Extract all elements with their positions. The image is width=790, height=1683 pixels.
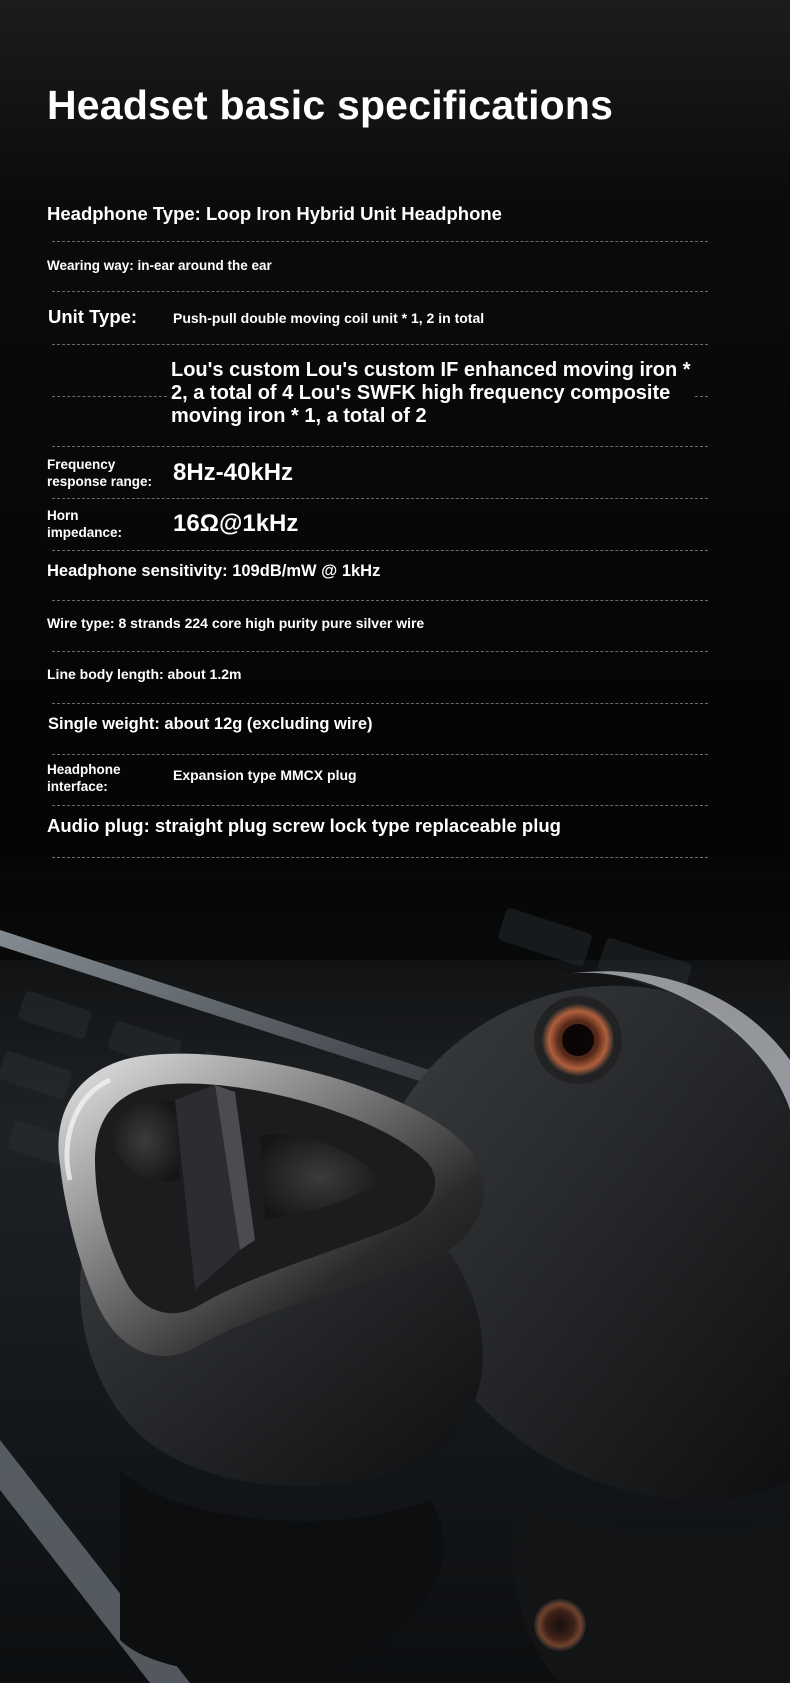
divider <box>52 651 708 652</box>
earphone-product-image <box>0 880 790 1683</box>
spec-single-weight: Single weight: about 12g (excluding wire) <box>48 715 373 733</box>
divider <box>52 805 708 806</box>
spec-wearing-way: Wearing way: in-ear around the ear <box>47 258 272 273</box>
spec-impedance-label: Horn impedance: <box>47 508 123 540</box>
divider <box>52 498 708 499</box>
spec-audio-plug: Audio plug: straight plug screw lock type replaceable plug <box>47 815 561 836</box>
divider <box>695 396 708 397</box>
spec-frequency-label: Frequency response range: <box>47 457 153 489</box>
spec-headphone-type: Headphone Type: Loop Iron Hybrid Unit Headphone <box>47 203 502 224</box>
spec-unit-type-extra: Lou's custom Lou's custom IF enhanced moving iron * 2, a total of 4 Lou's SWFK high frequency composite moving iron * 1, a total of 2 <box>171 359 691 427</box>
spec-interface-value: Expansion type MMCX plug <box>173 767 357 783</box>
divider <box>52 344 708 345</box>
spec-interface-label: Headphone interface: <box>47 762 121 794</box>
divider <box>52 754 708 755</box>
divider <box>52 600 708 601</box>
divider <box>52 241 708 242</box>
divider <box>52 857 708 858</box>
spec-unit-type-label: Unit Type: <box>48 306 138 327</box>
divider <box>52 396 167 397</box>
divider <box>52 550 708 551</box>
divider <box>52 703 708 704</box>
spec-wire-type: Wire type: 8 strands 224 core high purity pure silver wire <box>47 615 425 631</box>
page-title: Headset basic specifications <box>47 82 614 128</box>
spec-frequency-value: 8Hz-40kHz <box>173 459 294 486</box>
spec-unit-type-value: Push-pull double moving coil unit * 1, 2 in total <box>173 310 485 326</box>
divider <box>52 446 708 447</box>
spec-impedance-value: 16Ω@1kHz <box>173 510 299 537</box>
spec-line-length: Line body length: about 1.2m <box>47 666 242 682</box>
spec-sensitivity: Headphone sensitivity: 109dB/mW @ 1kHz <box>47 562 381 580</box>
divider <box>52 291 708 292</box>
